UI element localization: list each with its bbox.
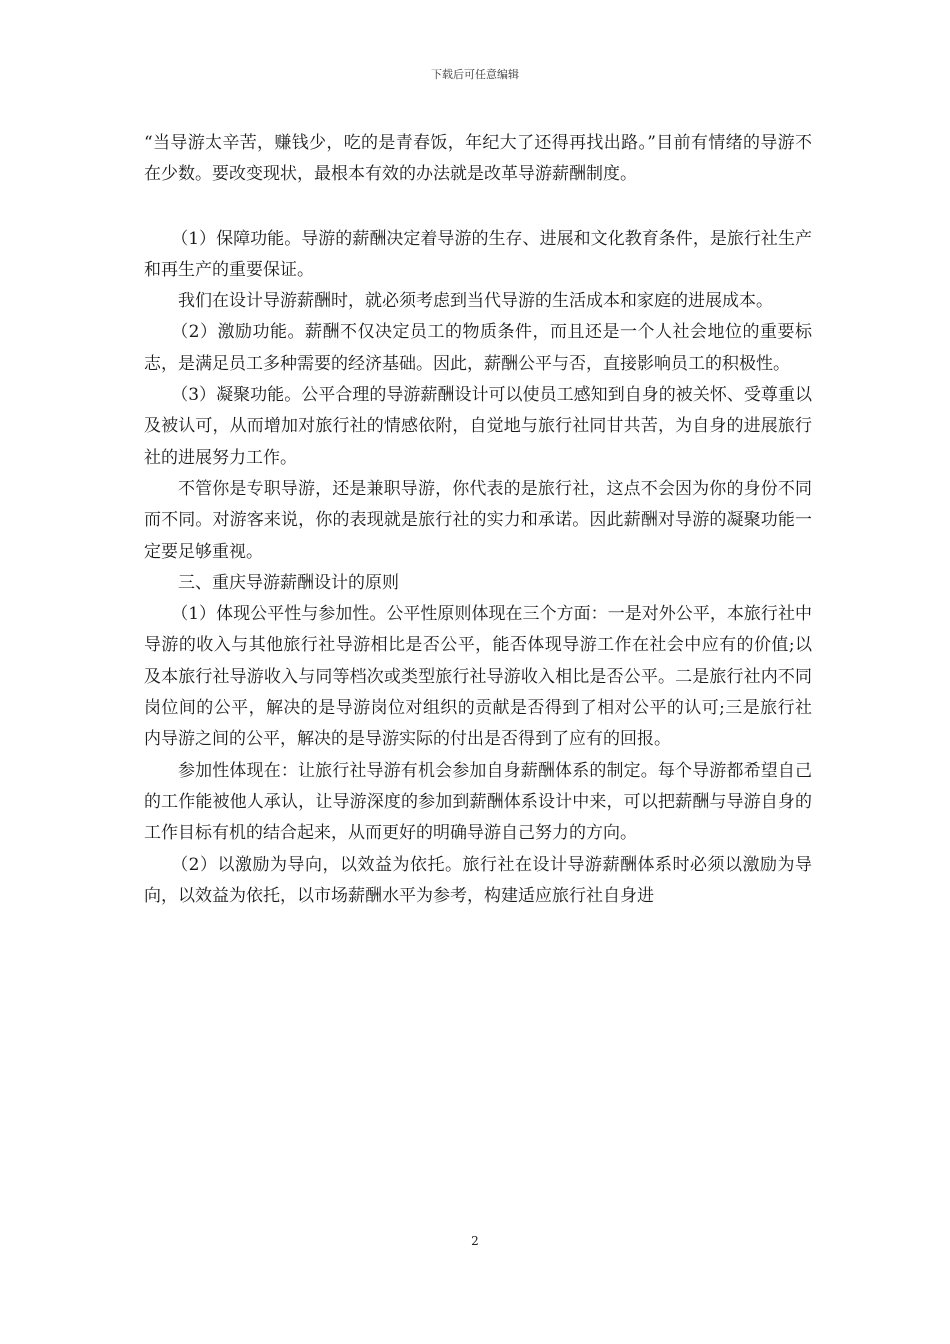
page-number: 2 (471, 1234, 479, 1248)
paragraph-design-consideration: 我们在设计导游薪酬时，就必须考虑到当代导游的生活成本和家庭的进展成本。 (178, 291, 773, 312)
paragraph-incentive-function: （2）激励功能。薪酬不仅决定员工的物质条件，而且还是一个人社会地位的重要标志，是满足员工多种需要的经济基础。因此，薪酬公平与否，直接影响员工的积极性。 (144, 322, 812, 374)
document-body (144, 128, 812, 912)
page-header: 下载后可任意编辑 (431, 68, 519, 81)
section-heading-principles: 三、重庆导游薪酬设计的原则 (178, 572, 399, 593)
paragraph-fairness-participation: （1）体现公平性与参加性。公平性原则体现在三个方面：一是对外公平，本旅行社中导游的收入与其他旅行社导游相比是否公平，能否体现导游工作在社会中应有的价值;以及本旅行社导游收入与同等档次或类型旅行社导游收入相比是否公平。二是旅行社内不同岗位间的公平，解决的是导游岗位对组织的贡献是否得到了相对公平的认可;三是旅行社内导游之间的公平，解决的是导游实际的付出是否得到了应有的回报。 (144, 604, 812, 750)
paragraph-representation: 不管你是专职导游，还是兼职导游，你代表的是旅行社，这点不会因为你的身份不同而不同。对游客来说，你的表现就是旅行社的实力和承诺。因此薪酬对导游的凝聚功能一定要足够重视。 (144, 478, 812, 562)
paragraph-intro: “当导游太辛苦，赚钱少，吃的是青春饭，年纪大了还得再找出路。”目前有情绪的导游不在少数。要改变现状，最根本有效的办法就是改革导游薪酬制度。 (144, 133, 812, 185)
paragraph-cohesion-function: （3）凝聚功能。公平合理的导游薪酬设计可以使员工感知到自身的被关怀、受尊重以及被认可，从而增加对旅行社的情感依附，自觉地与旅行社同甘共苦，为自身的进展旅行社的进展努力工作。 (144, 385, 812, 468)
paragraph-guarantee-function: （1）保障功能。导游的薪酬决定着导游的生存、进展和文化教育条件，是旅行社生产和再生产的重要保证。 (144, 228, 812, 280)
paragraph-participation: 参加性体现在：让旅行社导游有机会参加自身薪酬体系的制定。每个导游都希望自己的工作能被他人承认，让导游深度的参加到薪酬体系设计中来，可以把薪酬与导游自身的工作目标有机的结合起来，从而更好的明确导游自己努力的方向。 (144, 760, 812, 844)
paragraph-incentive-benefit: （2）以激励为导向，以效益为依托。旅行社在设计导游薪酬体系时必须以激励为导向，以效益为依托，以市场薪酬水平为参考，构建适应旅行社自身进 (144, 854, 812, 906)
